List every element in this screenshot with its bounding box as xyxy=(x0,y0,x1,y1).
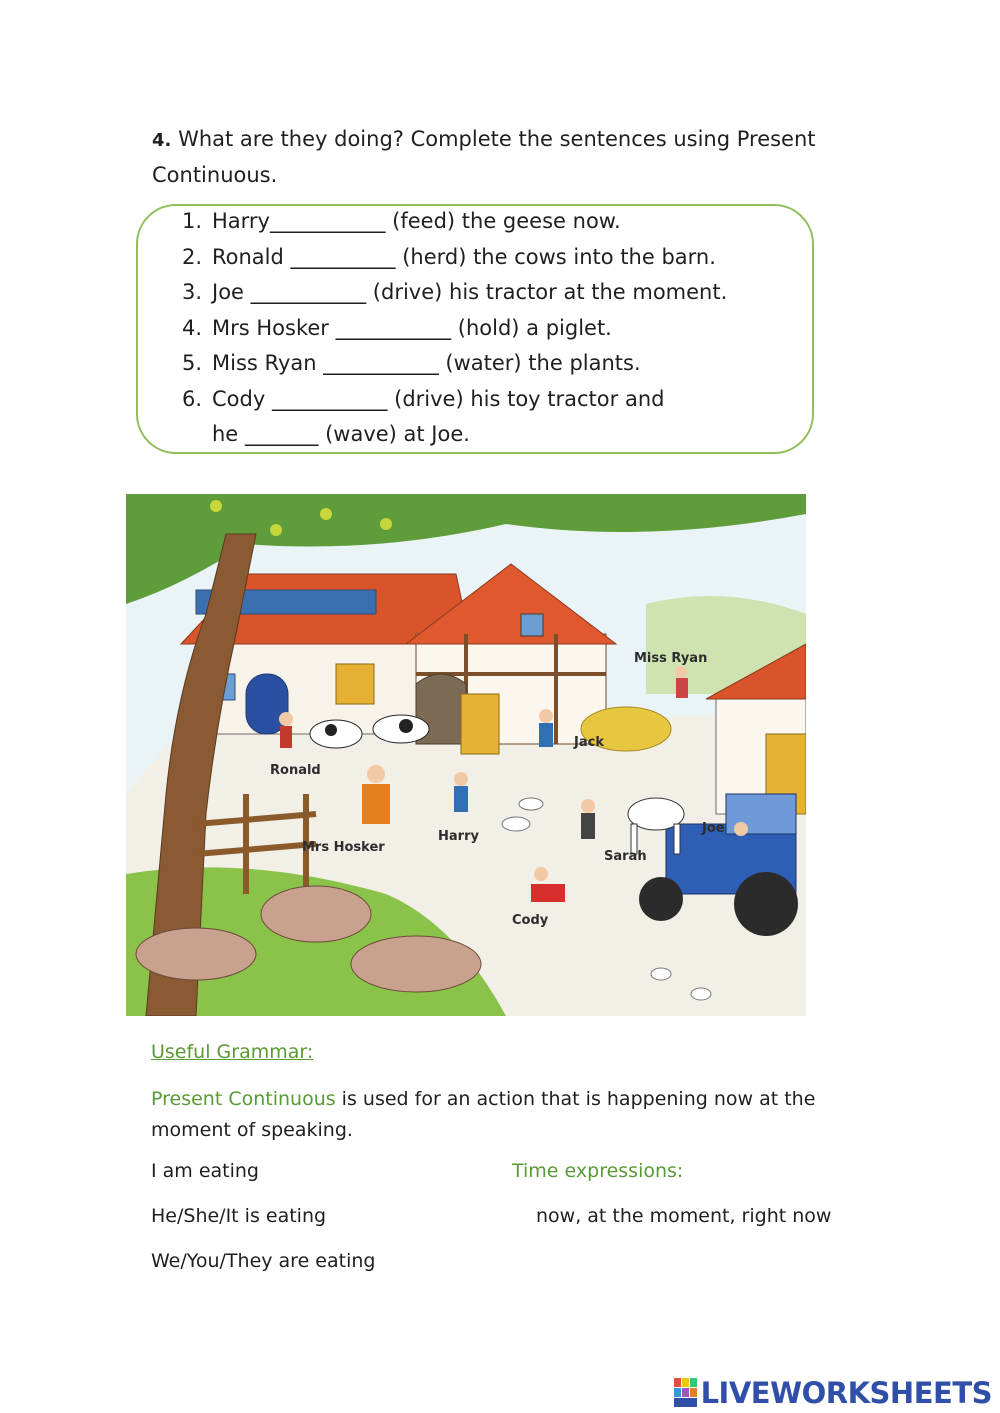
exercise-instruction-text: What are they doing? Complete the sentences using Present Continuous. xyxy=(152,127,816,187)
farm-scene xyxy=(126,494,806,1016)
exercise-item: 5. Miss Ryan ___________ (water) the plants. xyxy=(182,351,641,375)
label-mrs-hosker: Mrs Hosker xyxy=(302,840,385,855)
exercise-item-text: Ronald __________ (herd) the cows into the barn. xyxy=(212,244,716,269)
grammar-example: I am eating xyxy=(151,1160,259,1182)
exercise-item: 2. Ronald __________ (herd) the cows into the barn. xyxy=(182,244,716,269)
farm-illustration xyxy=(126,494,806,1016)
grammar-explanation-text: is used for an action that is happening now at the moment of speaking. xyxy=(151,1088,816,1141)
label-sarah: Sarah xyxy=(604,849,647,864)
exercise-list xyxy=(182,204,802,453)
exercise-item: 6. Cody ___________ (drive) his toy tractor and xyxy=(182,386,665,411)
exercise-item-text: Joe ___________ (drive) his tractor at the moment. xyxy=(212,280,728,304)
exercise-number: 4. xyxy=(152,130,172,151)
exercise-item-text: Mrs Hosker ___________ (hold) a piglet. xyxy=(212,315,612,340)
exercise-item: 1. Harry___________ (feed) the geese now. xyxy=(182,209,621,233)
time-expressions-heading: Time expressions: xyxy=(512,1160,684,1182)
grammar-explanation xyxy=(151,1084,851,1146)
exercise-item-continuation xyxy=(182,417,802,453)
time-expressions-list: now, at the moment, right now xyxy=(536,1205,832,1227)
liveworksheets-logo xyxy=(674,1376,992,1410)
grammar-heading: Useful Grammar: xyxy=(151,1041,314,1063)
exercise-item-text: Miss Ryan ___________ (water) the plants. xyxy=(212,351,641,375)
exercise-item-text: Cody ___________ (drive) his toy tractor and xyxy=(212,386,665,411)
exercise-item-text: he _______ (wave) at Joe. xyxy=(212,422,470,446)
exercise-item-text: Harry___________ (feed) the geese now. xyxy=(212,209,621,233)
blue-door xyxy=(246,674,288,734)
grammar-example: We/You/They are eating xyxy=(151,1250,376,1272)
label-joe: Joe xyxy=(702,821,725,836)
grammar-example: He/She/It is eating xyxy=(151,1205,327,1227)
label-jack: Jack xyxy=(574,735,604,750)
exercise-item: 4. Mrs Hosker ___________ (hold) a piglet. xyxy=(182,315,612,340)
grammar-term: Present Continuous xyxy=(151,1088,336,1110)
exercise-instruction xyxy=(152,122,872,193)
label-cody: Cody xyxy=(512,913,549,928)
liveworksheets-wordmark: LIVEWORKSHEETS xyxy=(700,1376,992,1410)
toy-tractor xyxy=(531,884,565,902)
label-ronald: Ronald xyxy=(270,763,321,778)
liveworksheets-mark-icon xyxy=(674,1378,698,1408)
label-miss-ryan: Miss Ryan xyxy=(634,651,708,666)
label-harry: Harry xyxy=(438,829,479,844)
exercise-item: 3. Joe ___________ (drive) his tractor at the moment. xyxy=(182,280,728,304)
